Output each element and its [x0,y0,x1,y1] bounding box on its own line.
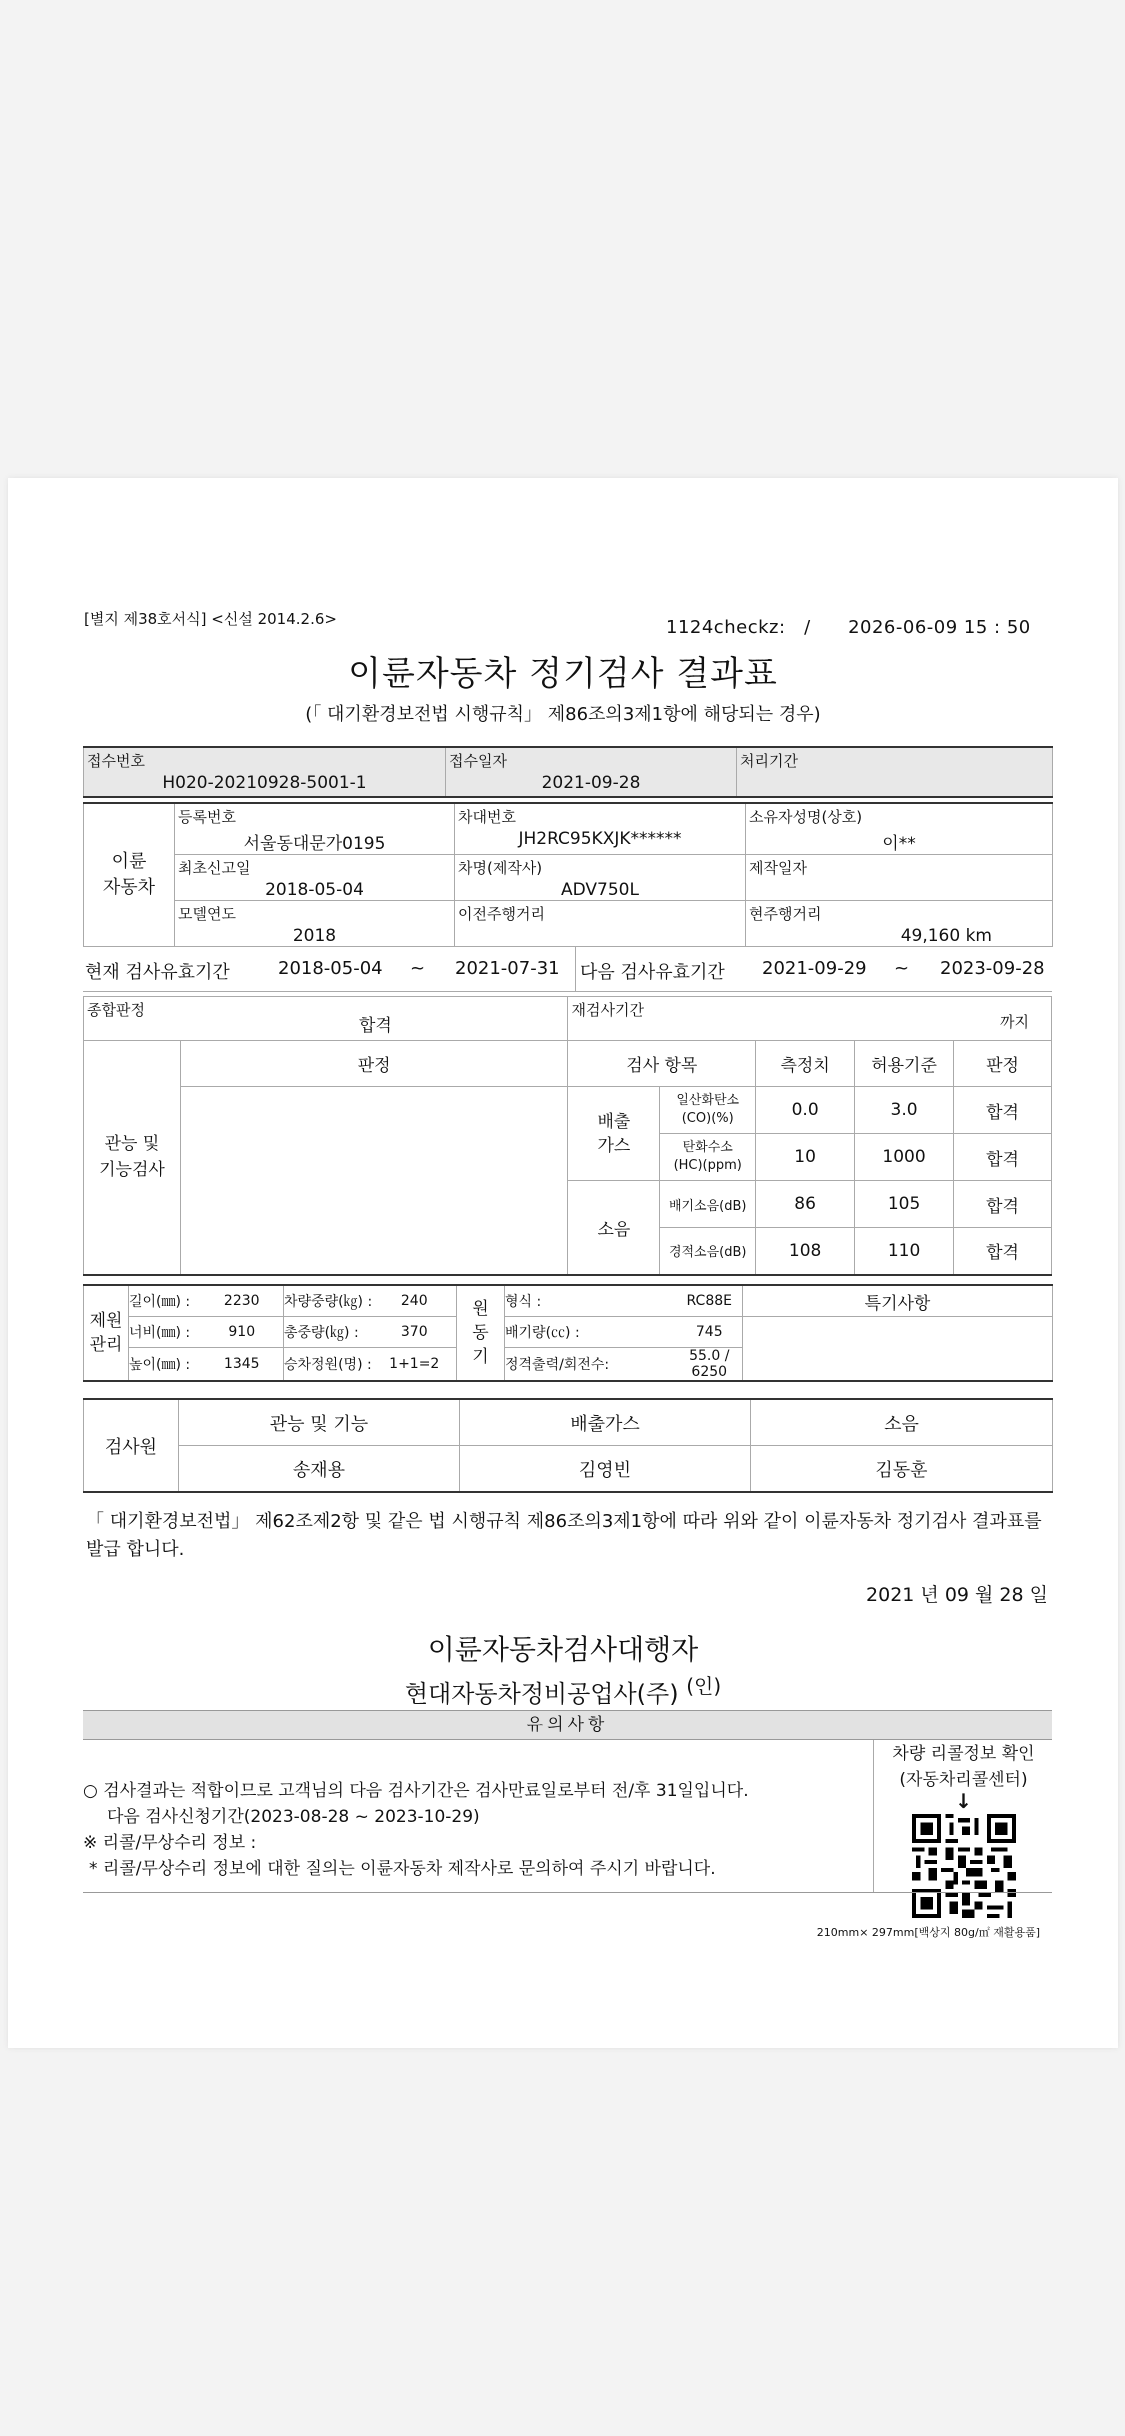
measure-header: 측정치 [756,1041,855,1087]
length-label: 길이(㎜) : [129,1285,201,1317]
reception-no-value: H020-20210928-5001-1 [162,773,367,793]
judge-header: 판정 [180,1041,568,1087]
qr-title-2: (자동차리콜센터) [899,1770,1028,1790]
height-label: 높이(㎜) : [129,1348,201,1382]
engine-side-label [457,1285,505,1381]
model-label: 차명(제작사) [458,859,543,877]
gross-weight-label: 총중량(㎏) : [284,1317,373,1348]
engine-side-text: 원 동 기 [472,1299,489,1367]
validity-divider [575,947,576,991]
notice-line-3: ※ 리콜/무상수리 정보 : [83,1833,257,1853]
document-subtitle: (「 대기환경보전법 시행규칙」 제86조의3제1항에 해당되는 경우) [305,704,821,725]
down-arrow-icon: ↓ [955,1789,972,1813]
horn-noise-limit: 110 [855,1228,954,1275]
document-title: 이륜자동차 정기검사 결과표 [348,654,778,694]
reg-no-value: 서울동대문가0195 [243,834,386,854]
processing-period-cell [737,747,1053,797]
overall-judgment-value: 합격 [359,1016,392,1036]
specs-table [83,1284,1053,1382]
vehicle-side-text: 이륜 자동차 [102,851,156,898]
next-validity-to: 2023-09-28 [940,958,1045,979]
exhaust-noise-result: 합격 [954,1181,1052,1228]
processing-period-label: 처리기간 [740,752,798,770]
seats-label: 승차정원(명) : [284,1348,373,1382]
cur-mileage-label: 현주행거리 [749,905,822,923]
notice-header: 유의사항 [83,1710,1052,1740]
model-year-value: 2018 [292,926,337,946]
exhaust-group-label [568,1087,660,1181]
overall-judgment-label: 종합판정 [87,1001,145,1019]
displacement-value: 745 [677,1317,743,1348]
first-reg-value: 2018-05-04 [265,880,364,900]
next-validity-from: 2021-09-29 [762,958,867,979]
horn-noise-result: 합격 [954,1228,1052,1275]
bottom-divider [83,1892,1052,1893]
specs-side-text: 제원 관리 [89,1311,123,1355]
paper-size-note: 210mm× 297mm[백상지 80g/㎡ 재활용품] [816,1926,1040,1939]
notice-line-1: ○ 검사결과는 적합이므로 고객님의 다음 검사기간은 검사만료일로부터 전/후 31일입니다. [83,1781,749,1801]
specs-side-label [84,1285,129,1381]
cur-mileage-value: 49,160 km [900,926,992,946]
owner-value: 이** [882,834,916,854]
current-validity-tilde: ~ [410,958,426,979]
recall-qr-box [873,1740,1053,1892]
reinspect-cell [568,997,1052,1041]
co-limit: 3.0 [855,1087,954,1134]
model-year-label: 모델연도 [178,905,236,923]
vehicle-side-label [84,803,175,947]
seats-value: 1+1=2 [373,1348,457,1382]
horn-noise-label: 경적소음(dB) [660,1228,756,1275]
co-measure: 0.0 [756,1087,855,1134]
agent-company: 현대자동차정비공업사(주) [404,1680,679,1708]
hc-label-text: 탄화수소 (HC)(ppm) [673,1140,742,1173]
exhaust-noise-label: 배기소음(dB) [660,1181,756,1228]
exhaust-inspector-label: 배출가스 [460,1399,751,1446]
next-validity-tilde: ~ [894,958,910,979]
reception-no-cell [84,747,446,797]
reinspect-until: 까지 [1000,1013,1029,1031]
height-value: 1345 [201,1348,284,1382]
issuance-statement: 「 대기환경보전법」 제62조제2항 및 같은 법 시행규칙 제86조의3제1항에 따라 위와 같이 이륜자동차 정기검사 결과표를 발급 합니다. [86,1511,1042,1560]
judgment-table [83,996,1052,1276]
co-result: 합격 [954,1087,1052,1134]
notice-line-2: 다음 검사신청기간(2023-08-28 ~ 2023-10-29) [107,1807,480,1827]
issue-date: 2021 년 09 월 28 일 [866,1584,1048,1606]
notice-line-4: * 리콜/무상수리 정보에 대한 질의는 이륜자동차 제작사로 문의하여 주시기 바랍니다. [89,1859,716,1879]
exhaust-inspector-name: 김영빈 [460,1446,751,1493]
curb-weight-value: 240 [373,1285,457,1317]
current-validity-from: 2018-05-04 [278,958,383,979]
vin-label: 차대번호 [458,808,516,826]
curb-weight-label: 차량중량(㎏) : [284,1285,373,1317]
noise-inspector-label: 소음 [751,1399,1053,1446]
noise-inspector-name: 김동훈 [751,1446,1053,1493]
hc-measure: 10 [756,1134,855,1181]
mfg-date-label: 제작일자 [749,859,807,877]
engine-type-value: RC88E [677,1285,743,1317]
vin-value: JH2RC95KXJK****** [518,829,682,849]
power-label: 정격출력/회전수: [505,1348,677,1382]
noise-group-label: 소음 [568,1181,660,1275]
length-value: 2230 [201,1285,284,1317]
recall-qr-code-icon[interactable] [912,1814,1016,1918]
notice-body [83,1740,883,1892]
model-value: ADV750L [561,880,639,900]
print-stamp: 1124checkz: / 2026-06-09 15 : 50 [666,617,1031,638]
validity-row [83,946,1052,992]
reception-no-label: 접수번호 [87,752,145,770]
exhaust-noise-measure: 86 [756,1181,855,1228]
gross-weight-value: 370 [373,1317,457,1348]
hc-limit: 1000 [855,1134,954,1181]
limit-header: 허용기준 [855,1041,954,1087]
overall-judgment-cell [84,997,568,1041]
vehicle-table [83,802,1053,947]
width-value: 910 [201,1317,284,1348]
reg-no-label: 등록번호 [178,808,236,826]
agent-company-line [8,1670,1118,1709]
co-label [660,1087,756,1134]
qr-title-1: 차량 리콜정보 확인 [892,1744,1035,1764]
reception-table [83,746,1053,798]
engine-type-label: 형식 : [505,1285,677,1317]
power-value: 55.0 / 6250 [677,1348,743,1382]
func-inspection-text: 관능 및 기능검사 [99,1134,165,1181]
current-validity-to: 2021-07-31 [455,958,560,979]
remarks-label: 특기사항 [743,1285,1053,1317]
func-judgment-blank [180,1087,568,1275]
func-inspector-label: 관능 및 기능 [179,1399,460,1446]
co-label-text: 일산화탄소 (CO)(%) [676,1093,740,1126]
agent-seal: (인) [686,1674,722,1698]
reception-date-label: 접수일자 [449,752,507,770]
document-page [8,478,1118,2048]
func-inspection-label [84,1041,181,1275]
reception-date-value: 2021-09-28 [541,773,641,793]
form-number: [별지 제38호서식] <신설 2014.2.6> [84,610,337,628]
hc-result: 합격 [954,1134,1052,1181]
hc-label [660,1134,756,1181]
first-reg-label: 최초신고일 [178,859,251,877]
agent-title: 이륜자동차검사대행자 [427,1633,699,1666]
width-label: 너비(㎜) : [129,1317,201,1348]
exhaust-noise-limit: 105 [855,1181,954,1228]
next-validity-label: 다음 검사유효기간 [580,962,725,983]
owner-label: 소유자성명(상호) [749,808,863,826]
horn-noise-measure: 108 [756,1228,855,1275]
item-header: 검사 항목 [568,1041,756,1087]
reception-date-cell [446,747,737,797]
prev-mileage-label: 이전주행거리 [458,905,545,923]
current-validity-label: 현재 검사유효기간 [85,962,230,983]
displacement-label: 배기량(㏄) : [505,1317,677,1348]
func-inspector-name: 송재용 [179,1446,460,1493]
inspectors-table [83,1398,1053,1493]
inspectors-side-label: 검사원 [84,1399,179,1492]
remarks-value [743,1317,1053,1382]
result-header: 판정 [954,1041,1052,1087]
reinspect-label: 재검사기간 [571,1001,644,1019]
exhaust-group-text: 배출 가스 [597,1111,631,1156]
